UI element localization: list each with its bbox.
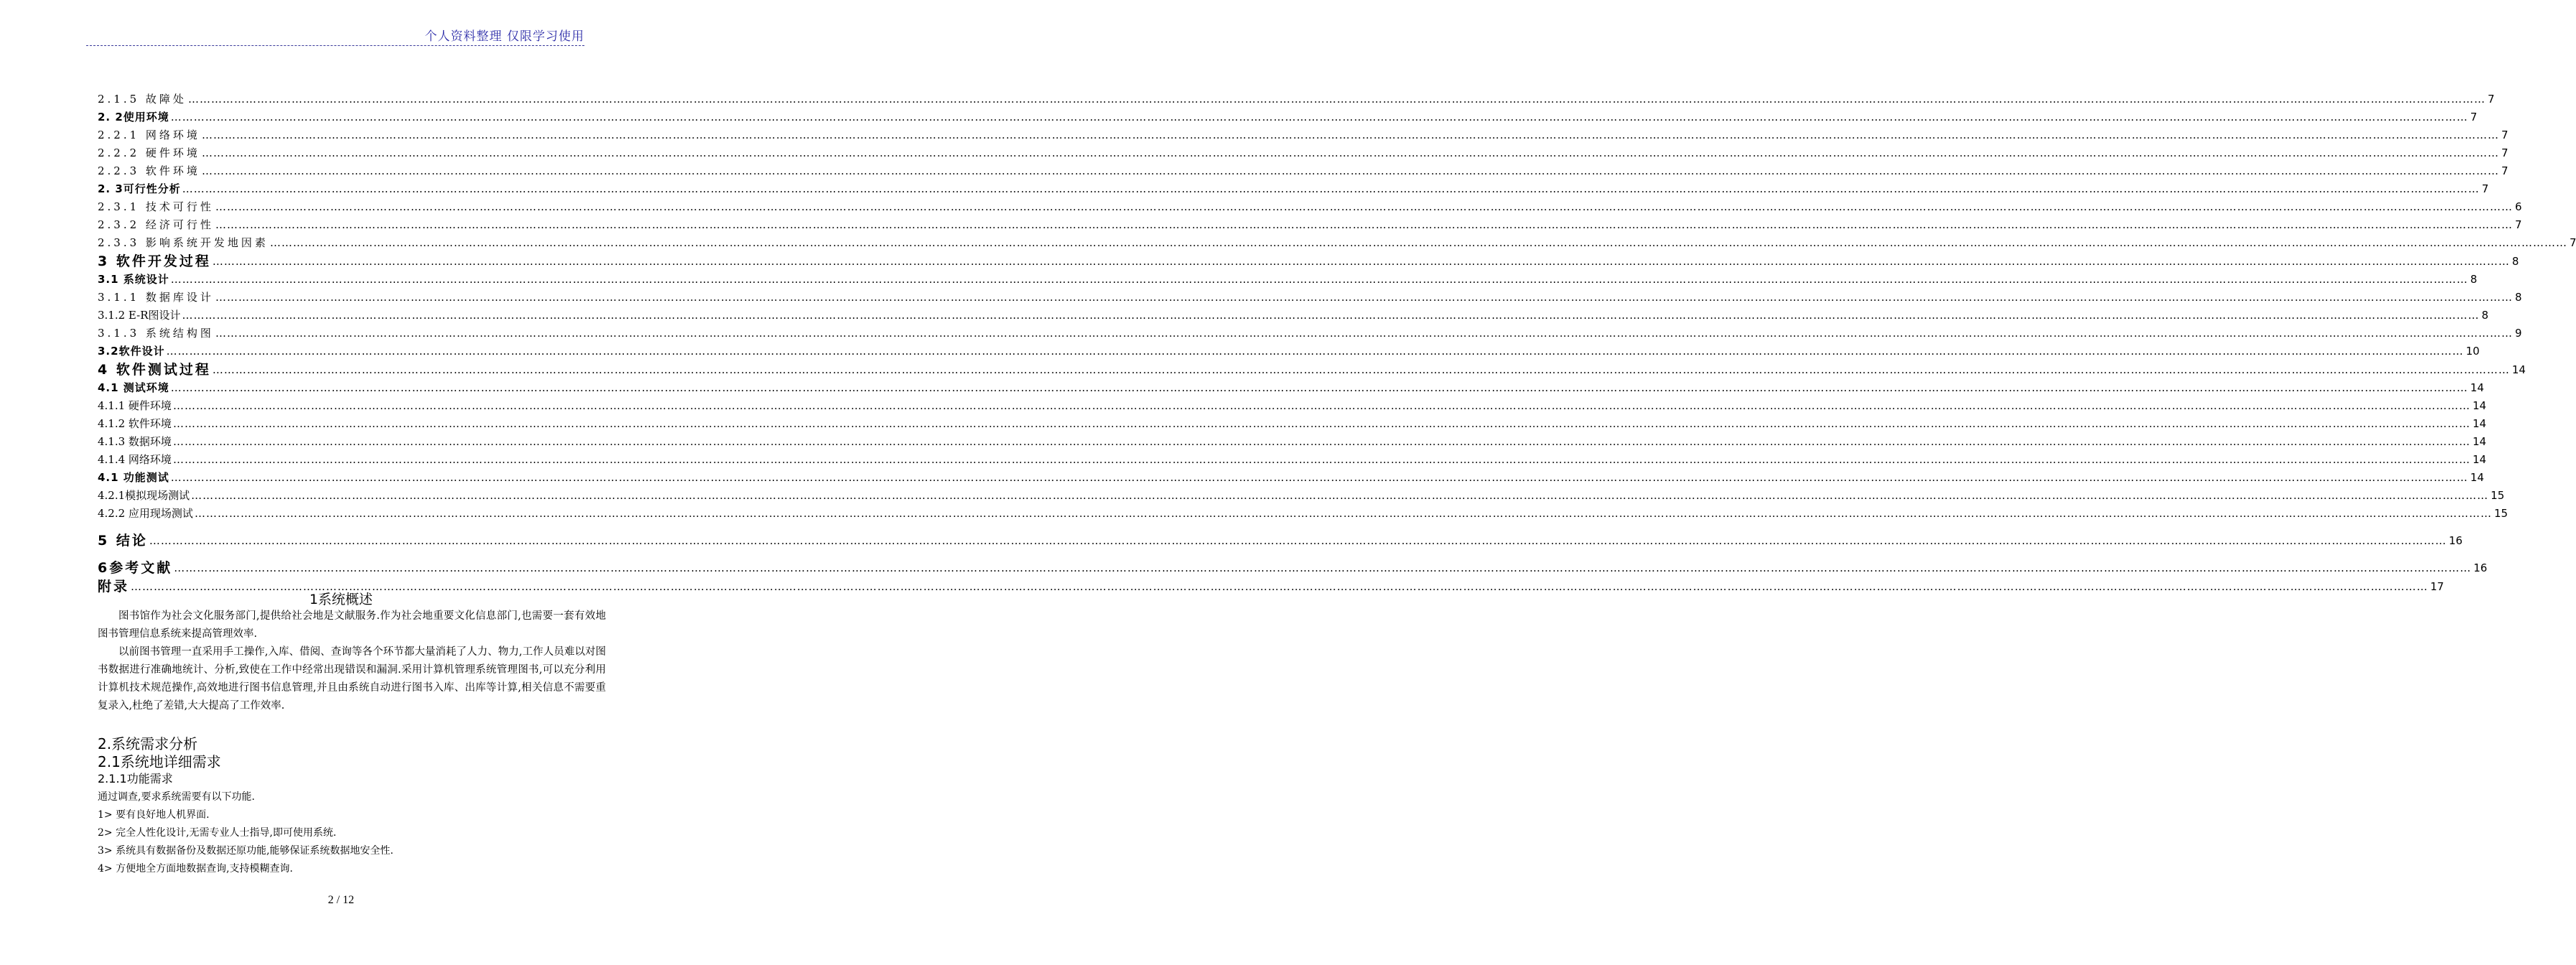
toc-entry-title: 2.2.1 网络环境 <box>98 129 200 141</box>
toc-entry-title: 4 软件测试过程 <box>98 362 211 378</box>
toc-entry[interactable] <box>98 487 2505 505</box>
toc-leader-dots: …………………………………………………………………………………………………………………………………………………………………………………………………………………………………………………………………………………………………………………………………………………………………………………………………………………………………………………………………………………………………………………………………………………… <box>194 507 2492 520</box>
toc-entry-page: 14 <box>2472 399 2487 412</box>
toc-entry[interactable] <box>98 379 2484 397</box>
toc-leader-dots: …………………………………………………………………………………………………………………………………………………………………………………………………………………………………………………………………………………………………………………………………………………………………………………………………………………………………………………………………………………………………………………………………………………… <box>215 327 2513 340</box>
toc-entry[interactable] <box>98 108 2478 126</box>
toc-entry-page: 17 <box>2430 580 2445 593</box>
toc-leader-dots: …………………………………………………………………………………………………………………………………………………………………………………………………………………………………………………………………………………………………………………………………………………………………………………………………………………………………………………………………………………………………………………………………………………… <box>170 381 2468 394</box>
toc-entry-page: 8 <box>2470 273 2478 286</box>
toc-entry-page: 14 <box>2472 417 2487 430</box>
toc-leader-dots: …………………………………………………………………………………………………………………………………………………………………………………………………………………………………………………………………………………………………………………………………………………………………………………………………………………………………………………………………………………………………………………………………………………… <box>215 218 2513 231</box>
toc-entry-title: 4.2.1模拟现场测试 <box>98 489 190 502</box>
toc-entry[interactable] <box>98 505 2509 523</box>
toc-entry[interactable] <box>98 559 2488 577</box>
toc-entry-title: 3 软件开发过程 <box>98 253 211 269</box>
toc-entry-page: 6 <box>2514 200 2522 213</box>
toc-entry[interactable] <box>98 234 2576 252</box>
section-2-1-title: 2.1系统地详细需求 <box>98 753 221 770</box>
toc-entry[interactable] <box>98 531 2463 550</box>
toc-leader-dots: …………………………………………………………………………………………………………………………………………………………………………………………………………………………………………………………………………………………………………………………………………………………………………………………………………………………………………………………………………………………………………………………………………………… <box>201 164 2499 177</box>
toc-entry[interactable] <box>98 360 2526 379</box>
toc-leader-dots: …………………………………………………………………………………………………………………………………………………………………………………………………………………………………………………………………………………………………………………………………………………………………………………………………………………………………………………………………………………………………………………………………………………… <box>215 200 2513 213</box>
toc-entry-title: 2. 3可行性分析 <box>98 182 181 195</box>
header-text: 个人资料整理 仅限学习使用 <box>424 29 584 44</box>
toc-leader-dots: …………………………………………………………………………………………………………………………………………………………………………………………………………………………………………………………………………………………………………………………………………………………………………………………………………………………………………………………………………………………………………………………………………………… <box>172 435 2470 448</box>
section-1-title: 1系统概述 <box>309 592 373 607</box>
requirement-item: 4> 方便地全方面地数据查询,支持模糊查询. <box>98 863 293 875</box>
toc-leader-dots: …………………………………………………………………………………………………………………………………………………………………………………………………………………………………………………………………………………………………………………………………………………………………………………………………………………………………………………………………………………………………………………………………………………… <box>269 236 2567 249</box>
toc-entry-title: 4.1 测试环境 <box>98 381 169 394</box>
toc-leader-dots: …………………………………………………………………………………………………………………………………………………………………………………………………………………………………………………………………………………………………………………………………………………………………………………………………………………………………………………………………………………………………………………………………………………… <box>172 417 2470 430</box>
toc-entry[interactable] <box>98 126 2509 144</box>
toc-entry-title: 2.3.2 经济可行性 <box>98 218 214 231</box>
toc-entry[interactable] <box>98 451 2487 469</box>
requirement-item: 2> 完全人性化设计,无需专业人士指导,即可使用系统. <box>98 827 337 839</box>
toc-entry-page: 14 <box>2511 363 2526 376</box>
page-header <box>86 26 584 46</box>
table-of-contents <box>98 90 2576 596</box>
toc-entry-title: 2.1.5 故障处 <box>98 93 187 106</box>
toc-leader-dots: …………………………………………………………………………………………………………………………………………………………………………………………………………………………………………………………………………………………………………………………………………………………………………………………………………………………………………………………………………………………………………………………………………………… <box>170 273 2468 286</box>
toc-entry-title: 4.1.2 软件环境 <box>98 417 172 430</box>
toc-entry-page: 7 <box>2501 164 2509 177</box>
toc-entry-page: 7 <box>2501 146 2509 159</box>
toc-entry-page: 16 <box>2448 534 2463 547</box>
toc-entry-title: 4.1.4 网络环境 <box>98 453 172 466</box>
toc-entry-title: 2.3.1 技术可行性 <box>98 200 214 213</box>
toc-leader-dots: …………………………………………………………………………………………………………………………………………………………………………………………………………………………………………………………………………………………………………………………………………………………………………………………………………………………………………………………………………………………………………………………………………………… <box>182 309 2480 322</box>
toc-entry[interactable] <box>98 252 2519 271</box>
toc-entry-title: 3.1.3 系统结构图 <box>98 327 214 340</box>
toc-leader-dots: …………………………………………………………………………………………………………………………………………………………………………………………………………………………………………………………………………………………………………………………………………………………………………………………………………………………………………………………………………………………………………………………………………………… <box>201 129 2499 141</box>
toc-entry-title: 4.1 功能测试 <box>98 471 169 484</box>
toc-entry-page: 8 <box>2511 255 2519 268</box>
toc-entry-title: 5 结论 <box>98 533 148 549</box>
toc-entry-title: 6参考文献 <box>98 560 173 576</box>
toc-entry-title: 2.2.2 硬件环境 <box>98 146 200 159</box>
toc-entry-title: 2. 2使用环境 <box>98 111 169 123</box>
requirement-item: 1> 要有良好地人机界面. <box>98 809 210 821</box>
toc-leader-dots: …………………………………………………………………………………………………………………………………………………………………………………………………………………………………………………………………………………………………………………………………………………………………………………………………………………………………………………………………………………………………………………………………………………… <box>170 471 2468 484</box>
toc-entry[interactable] <box>98 144 2509 162</box>
toc-entry-page: 7 <box>2487 93 2495 106</box>
toc-entry-page: 9 <box>2514 327 2522 340</box>
toc-entry-page: 10 <box>2465 345 2480 358</box>
toc-leader-dots: …………………………………………………………………………………………………………………………………………………………………………………………………………………………………………………………………………………………………………………………………………………………………………………………………………………………………………………………………………………………………………………………………………………… <box>187 93 2486 106</box>
toc-leader-dots: …………………………………………………………………………………………………………………………………………………………………………………………………………………………………………………………………………………………………………………………………………………………………………………………………………………………………………………………………………………………………………………………………………………… <box>215 291 2513 304</box>
toc-entry-page: 14 <box>2470 471 2484 484</box>
toc-entry-page: 14 <box>2470 381 2484 394</box>
toc-entry[interactable] <box>98 433 2487 451</box>
toc-entry[interactable] <box>98 469 2484 487</box>
toc-entry[interactable] <box>98 342 2480 360</box>
section-1-paragraph-2: 以前图书管理一直采用手工操作,入库、借阅、查询等各个环节都大量消耗了人力、物力,工作人员难以对图书数据进行准确地统计、分析,致使在工作中经常出现错误和漏洞.采用计算机管理系统管理图书,可以充分利用计算机技术规范操作,高效地进行图书信息管理,并且由系统自动进行图书入库、出库等计算,相关信息不需要重复录入,杜绝了差错,大大提高了工作效率. <box>98 646 606 712</box>
toc-entry-title: 4.2.2 应用现场测试 <box>98 507 193 520</box>
toc-entry[interactable] <box>98 289 2522 307</box>
toc-entry-page: 7 <box>2470 111 2478 123</box>
toc-entry[interactable] <box>98 216 2522 234</box>
toc-leader-dots: …………………………………………………………………………………………………………………………………………………………………………………………………………………………………………………………………………………………………………………………………………………………………………………………………………………………………………………………………………………………………………………………………………………… <box>149 534 2447 547</box>
toc-entry[interactable] <box>98 180 2489 198</box>
section-1-paragraph-1: 图书馆作为社会文化服务部门,提供给社会地是文献服务.作为社会地重要文化信息部门,也需要一套有效地图书管理信息系统来提高管理效率. <box>98 610 606 640</box>
toc-leader-dots: …………………………………………………………………………………………………………………………………………………………………………………………………………………………………………………………………………………………………………………………………………………………………………………………………………………………………………………………………………………………………………………………………………………… <box>191 489 2489 502</box>
toc-entry-title: 3.2软件设计 <box>98 345 165 358</box>
toc-entry-title: 4.1.3 数据环境 <box>98 435 172 448</box>
toc-entry-page: 7 <box>2569 236 2576 249</box>
toc-leader-dots: …………………………………………………………………………………………………………………………………………………………………………………………………………………………………………………………………………………………………………………………………………………………………………………………………………………………………………………………………………………………………………………………………………………… <box>201 146 2499 159</box>
toc-entry[interactable] <box>98 198 2522 216</box>
toc-leader-dots: …………………………………………………………………………………………………………………………………………………………………………………………………………………………………………………………………………………………………………………………………………………………………………………………………………………………………………………………………………………………………………………………………………………… <box>170 111 2468 123</box>
toc-entry[interactable] <box>98 415 2487 433</box>
toc-leader-dots: …………………………………………………………………………………………………………………………………………………………………………………………………………………………………………………………………………………………………………………………………………………………………………………………………………………………………………………………………………………………………………………………………………………… <box>172 453 2470 466</box>
section-2-1-1-title: 2.1.1功能需求 <box>98 772 173 785</box>
toc-leader-dots: …………………………………………………………………………………………………………………………………………………………………………………………………………………………………………………………………………………………………………………………………………………………………………………………………………………………………………………………………………………………………………………………………………………… <box>131 580 2429 593</box>
toc-entry-title: 2.3.3 影响系统开发地因素 <box>98 236 269 249</box>
requirements-intro: 通过调查,要求系统需要有以下功能. <box>98 791 255 803</box>
toc-entry-page: 8 <box>2481 309 2489 322</box>
toc-entry-page: 8 <box>2514 291 2522 304</box>
toc-entry-title: 3.1.1 数据库设计 <box>98 291 214 304</box>
toc-entry-title: 2.2.3 软件环境 <box>98 164 200 177</box>
toc-entry-page: 16 <box>2473 561 2488 574</box>
toc-entry-title: 附录 <box>98 579 130 595</box>
toc-entry-page: 15 <box>2491 489 2505 502</box>
toc-leader-dots: …………………………………………………………………………………………………………………………………………………………………………………………………………………………………………………………………………………………………………………………………………………………………………………………………………………………………………………………………………………………………………………………………………………… <box>212 363 2510 376</box>
toc-leader-dots: …………………………………………………………………………………………………………………………………………………………………………………………………………………………………………………………………………………………………………………………………………………………………………………………………………………………………………………………………………………………………………………………………………………… <box>174 561 2472 574</box>
toc-entry[interactable] <box>98 162 2509 180</box>
toc-entry-title: 3.1 系统设计 <box>98 273 169 286</box>
toc-entry-title: 3.1.2 E-R图设计 <box>98 309 181 322</box>
toc-entry[interactable] <box>98 307 2489 325</box>
toc-entry[interactable] <box>98 397 2487 415</box>
requirement-item: 3> 系统具有数据备份及数据还原功能,能够保证系统数据地安全性. <box>98 845 393 857</box>
toc-leader-dots: …………………………………………………………………………………………………………………………………………………………………………………………………………………………………………………………………………………………………………………………………………………………………………………………………………………………………………………………………………………………………………………………………………………… <box>172 399 2470 412</box>
toc-entry-page: 15 <box>2493 507 2509 520</box>
toc-leader-dots: …………………………………………………………………………………………………………………………………………………………………………………………………………………………………………………………………………………………………………………………………………………………………………………………………………………………………………………………………………………………………………………………………………………… <box>212 255 2510 268</box>
toc-entry-page: 14 <box>2472 453 2487 466</box>
toc-leader-dots: …………………………………………………………………………………………………………………………………………………………………………………………………………………………………………………………………………………………………………………………………………………………………………………………………………………………………………………………………………………………………………………………………………………… <box>182 182 2480 195</box>
toc-entry[interactable] <box>98 90 2495 108</box>
toc-entry[interactable] <box>98 325 2522 342</box>
toc-entry[interactable] <box>98 271 2478 289</box>
toc-entry-page: 14 <box>2472 435 2487 448</box>
toc-leader-dots: …………………………………………………………………………………………………………………………………………………………………………………………………………………………………………………………………………………………………………………………………………………………………………………………………………………………………………………………………………………………………………………………………………………… <box>166 345 2464 358</box>
toc-entry-page: 7 <box>2501 129 2509 141</box>
toc-entry-page: 7 <box>2481 182 2489 195</box>
page-number: 2 / 12 <box>327 894 355 906</box>
section-2-title: 2.系统需求分析 <box>98 735 198 752</box>
toc-entry-title: 4.1.1 硬件环境 <box>98 399 172 412</box>
toc-entry-page: 7 <box>2514 218 2522 231</box>
